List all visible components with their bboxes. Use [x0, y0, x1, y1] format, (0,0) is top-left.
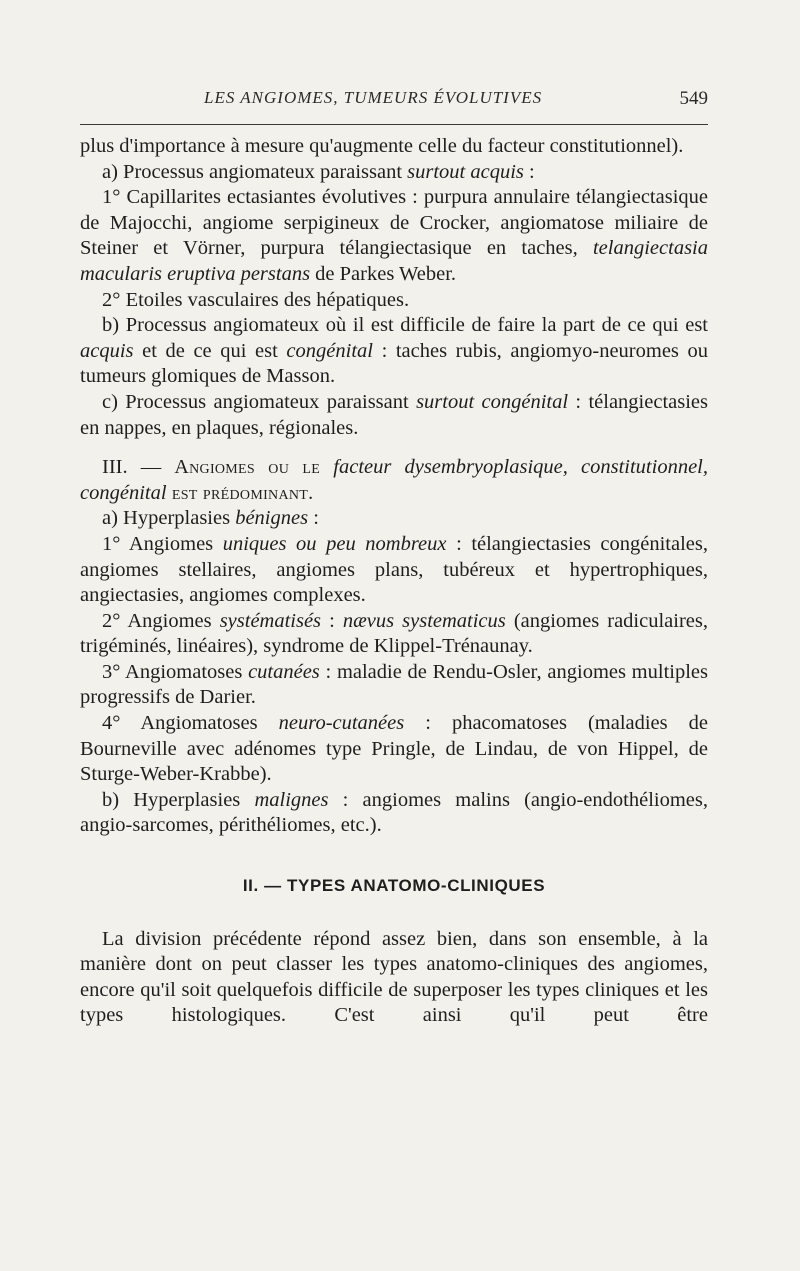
- running-title: LES ANGIOMES, TUMEURS ÉVOLUTIVES: [204, 88, 543, 107]
- item-a-acquis: a) Processus angiomateux paraissant surtout acquis :: [102, 160, 535, 183]
- item-a1-capillarites: 1° Capillarites ectasiantes évolutives : purpura annulaire télangiectasique de Majocchi, angiome serpigineux de Crocker, angiomatose miliaire de Steiner et Vörner, purpura télangiectasique en taches, telangiectasia macularis eruptiva perstans de Parkes Weber.: [80, 186, 708, 285]
- section-title: II. — TYPES ANATOMO-CLINIQUES: [242, 876, 546, 896]
- paragraph-continuation: plus d'importance à mesure qu'augmente celle du facteur constitutionnel).: [80, 135, 684, 157]
- item-hyperplasies-malignes: b) Hyperplasies malignes : angiomes malins (angio-endothéliomes, angio-sarcomes, périthéliomes, etc.).: [80, 788, 708, 837]
- heading-iii: III. — Angiomes ou le facteur dysembryoplasique, constitutionnel, congénital est prédominant.: [80, 456, 708, 504]
- paragraph-types-anatomo-cliniques: La division précédente répond assez bien, dans son ensemble, à la manière dont on peut classer les types anatomo-cliniques des angiomes, encore qu'il soit quelquefois difficile de superposer les types cliniques et les types histologiques. C'est ainsi qu'il peut être: [80, 927, 708, 1027]
- item-h3-cutanees: 3° Angiomatoses cutanées : maladie de Rendu-Osler, angiomes multiples progressifs de Darier.: [80, 660, 708, 709]
- page-header: [80, 88, 708, 118]
- item-h1-uniques: 1° Angiomes uniques ou peu nombreux : télangiectasies congénitales, angiomes stellaires, angiomes plans, tubéreux et hypertrophiques, angiectasies, angiomes complexes.: [80, 532, 708, 607]
- body-text: [80, 134, 708, 1029]
- item-hyperplasies-benignes: a) Hyperplasies bénignes :: [102, 507, 319, 530]
- item-b-mixed: b) Processus angiomateux où il est difficile de faire la part de ce qui est acquis et de ce qui est congénital : taches rubis, angiomyo-neuromes ou tumeurs glomiques de Masson.: [80, 314, 708, 388]
- page-number: 549: [679, 88, 708, 109]
- item-h2-systematises: 2° Angiomes systématisés : nævus systematicus (angiomes radiculaires, trigéminés, linéaires), syndrome de Klippel-Trénaunay.: [80, 609, 708, 658]
- item-a2-etoiles: 2° Etoiles vasculaires des hépatiques.: [102, 288, 410, 311]
- item-h4-neuro-cutanees: 4° Angiomatoses neuro-cutanées : phacomatoses (maladies de Bourneville avec adénomes type Pringle, de Lindau, de von Hippel, de Sturge-Weber-Krabbe).: [80, 712, 708, 786]
- item-c-congenital: c) Processus angiomateux paraissant surtout congénital : télangiectasies en nappes, en plaques, régionales.: [80, 390, 708, 439]
- header-rule: [80, 124, 708, 125]
